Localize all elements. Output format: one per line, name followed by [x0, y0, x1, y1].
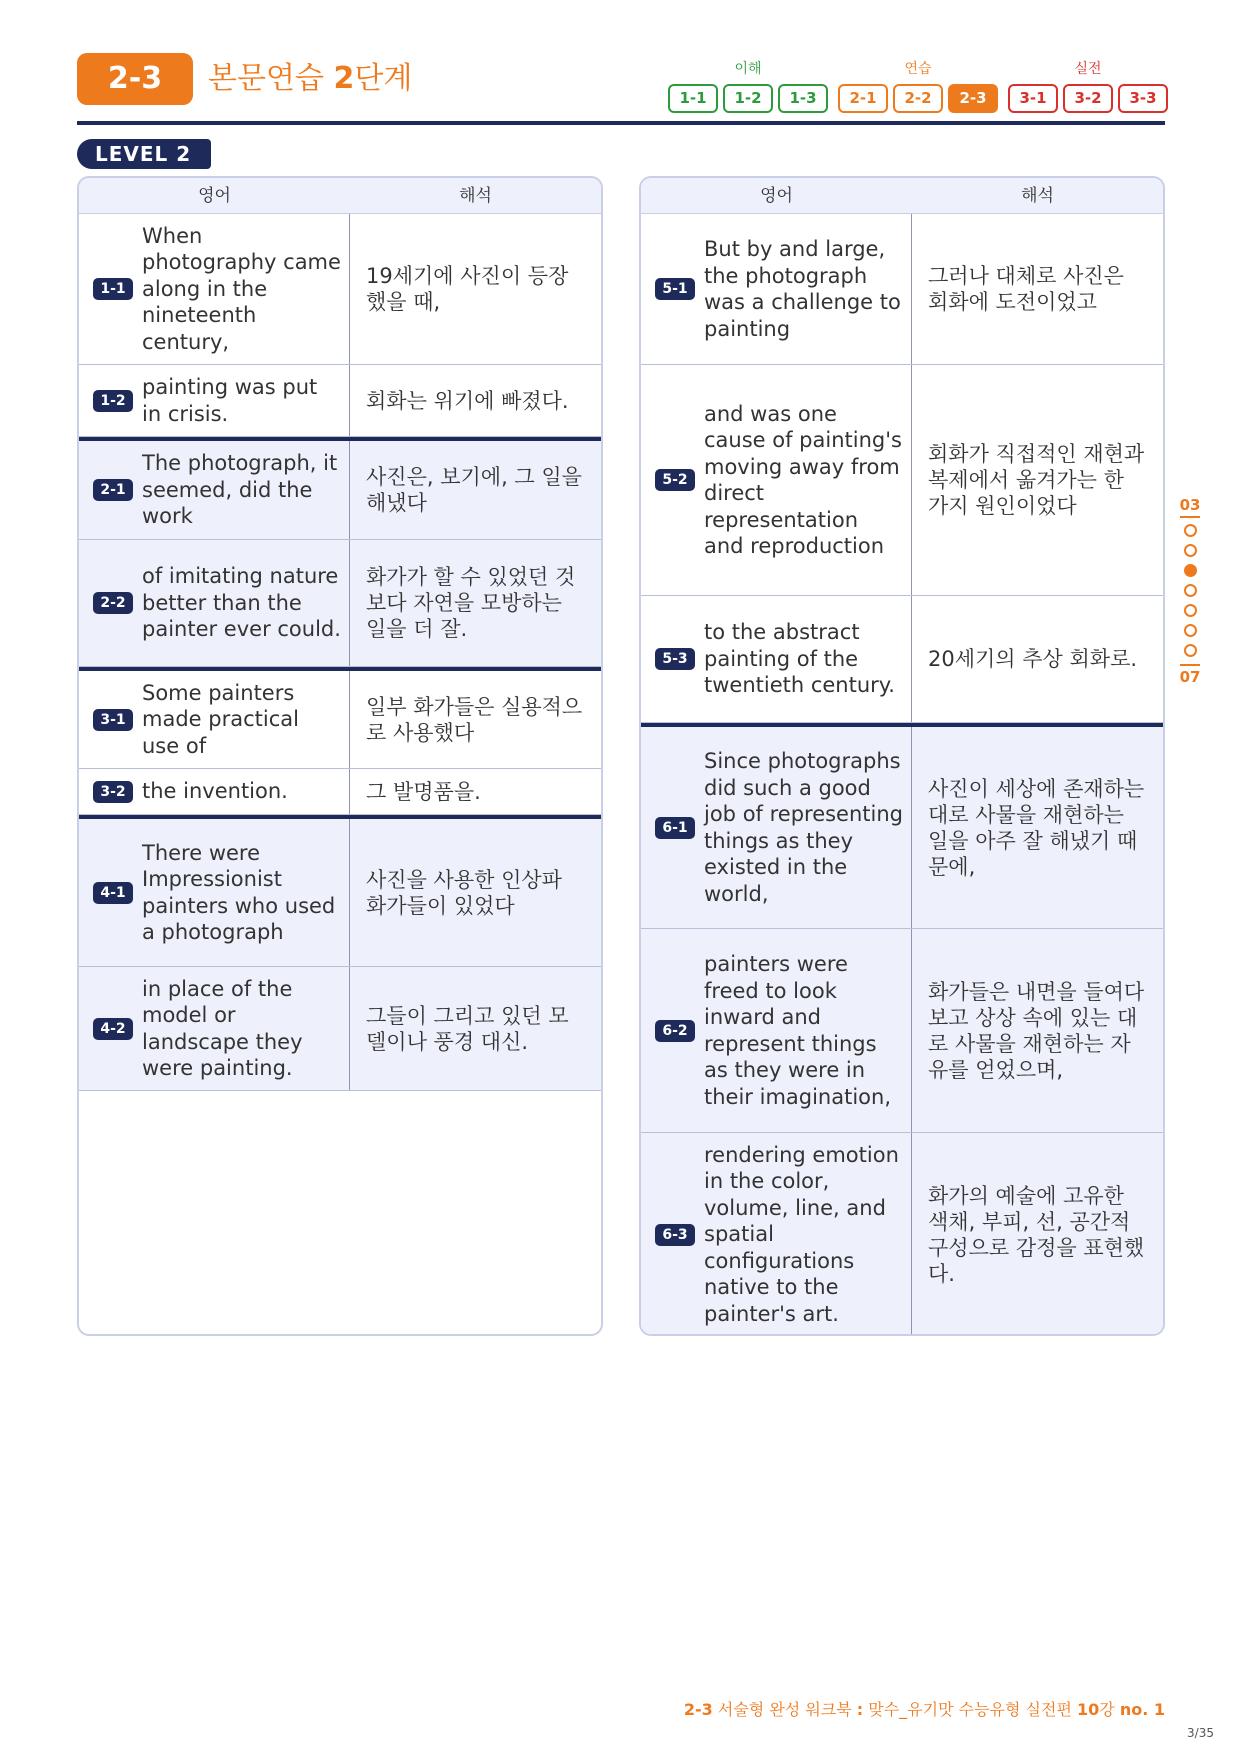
sentence-number: 5-2 — [655, 469, 695, 491]
table-row — [79, 667, 601, 769]
korean-text: 사진이 세상에 존재하는 대로 사물을 재현하는 일을 아주 잘 해냈기 때문에, — [928, 776, 1145, 879]
korean-text: 화가가 할 수 있었던 것보다 자연을 모방하는 일을 더 잘. — [366, 565, 576, 641]
footer-lesson: 10 — [1077, 1700, 1100, 1719]
footer-separator: : — [856, 1700, 864, 1719]
english-text: There were Impressionist painters who used a photograph — [142, 840, 336, 944]
table-row — [79, 815, 601, 967]
title-strong: 2 — [333, 61, 355, 96]
english-text: rendering emotion in the color, volume, line, and spatial configurations native to the painter's art. — [704, 1142, 899, 1326]
chapter-start-label: 03 — [1179, 496, 1201, 514]
sentence-number: 3-1 — [93, 709, 133, 731]
page-title — [208, 57, 412, 101]
column-header-korean: 해석 — [1021, 186, 1054, 206]
table-header — [641, 178, 1163, 214]
title-suffix: 단계 — [354, 61, 413, 96]
korean-text: 화가의 예술에 고유한 색채, 부피, 선, 공간적 구성으로 감정을 표현했다. — [928, 1183, 1145, 1286]
korean-text: 회화가 직접적인 재현과 복제에서 옮겨가는 한 가지 원인이었다 — [928, 442, 1145, 518]
table-row — [79, 214, 601, 365]
step-2-2[interactable]: 2-2 — [893, 84, 943, 113]
sentence-number: 5-1 — [655, 278, 695, 300]
table-row — [79, 967, 601, 1091]
korean-text: 회화는 위기에 빠졌다. — [366, 388, 569, 413]
header-divider — [77, 121, 1165, 125]
footer-text: 서술형 완성 워크북 — [712, 1700, 857, 1719]
page-number: 3/35 — [1187, 1726, 1214, 1740]
step-group-real — [1008, 60, 1168, 113]
column-header-english: 영어 — [760, 186, 793, 206]
english-text: Since photographs did such a good job of representing things as they existed in the world, — [704, 749, 903, 906]
step-3-3[interactable]: 3-3 — [1118, 84, 1168, 113]
english-text: to the abstract painting of the twentieth century. — [704, 620, 895, 698]
korean-text: 화가들은 내면을 들여다보고 상상 속에 있는 대로 사물을 재현하는 자유를 얻었으며, — [928, 979, 1145, 1082]
progress-dot[interactable] — [1184, 624, 1197, 637]
step-1-3[interactable]: 1-3 — [778, 84, 828, 113]
nav-divider — [1180, 664, 1200, 666]
progress-dot[interactable] — [1184, 524, 1197, 537]
table-row — [79, 437, 601, 540]
sentence-number: 6-2 — [655, 1020, 695, 1042]
progress-dot[interactable] — [1184, 584, 1197, 597]
table-row — [641, 365, 1163, 596]
step-group-label: 실전 — [1074, 61, 1102, 77]
korean-text: 사진은, 보기에, 그 일을 해냈다 — [366, 465, 582, 515]
korean-text: 그러나 대체로 사진은 회화에 도전이었고 — [928, 264, 1124, 314]
table-row — [641, 723, 1163, 929]
footer-code: 2-3 — [683, 1700, 713, 1719]
english-text: in place of the model or landscape they were painting. — [142, 976, 303, 1080]
korean-text: 19세기에 사진이 등장했을 때, — [366, 264, 569, 314]
title-prefix: 본문연습 — [208, 61, 334, 96]
korean-text: 그 발명품을. — [366, 779, 481, 804]
chapter-end-label: 07 — [1179, 668, 1201, 686]
english-text: and was one cause of painting's moving away from direct representation and reproduction — [704, 401, 902, 558]
table-row — [79, 365, 601, 437]
sentence-number: 2-1 — [93, 479, 133, 501]
step-2-1[interactable]: 2-1 — [838, 84, 888, 113]
footer-number: no. 1 — [1119, 1700, 1165, 1719]
english-text: Some painters made practical use of — [142, 680, 299, 758]
english-text: When photography came along in the nineteenth century, — [142, 223, 341, 354]
sentence-number: 1-2 — [93, 390, 133, 412]
footer-text: 맞수_유기맛 수능유형 실전편 — [863, 1700, 1078, 1719]
korean-text: 사진을 사용한 인상파 화가들이 있었다 — [366, 867, 562, 918]
progress-dot[interactable] — [1184, 544, 1197, 557]
english-text: painting was put in crisis. — [142, 375, 318, 426]
progress-dot[interactable] — [1184, 644, 1197, 657]
table-row — [641, 596, 1163, 723]
section-badge: 2-3 — [77, 53, 193, 105]
step-group-label: 연습 — [904, 61, 932, 77]
sentence-number: 3-2 — [93, 781, 133, 803]
progress-dot[interactable] — [1184, 604, 1197, 617]
left-table — [77, 176, 603, 1336]
step-2-3[interactable]: 2-3 — [948, 84, 998, 113]
english-text: of imitating nature better than the painter ever could. — [142, 564, 341, 642]
english-text: painters were freed to look inward and represent things as they were in their imagination, — [704, 952, 892, 1109]
english-text: But by and large, the photograph was a challenge to painting — [704, 237, 901, 341]
table-row — [641, 214, 1163, 365]
table-row — [641, 929, 1163, 1133]
sentence-number: 4-2 — [93, 1018, 133, 1040]
english-text: The photograph, it seemed, did the work — [142, 451, 338, 529]
table-header — [79, 178, 601, 214]
step-1-1[interactable]: 1-1 — [668, 84, 718, 113]
table-row — [79, 540, 601, 667]
progress-dot-current[interactable] — [1184, 564, 1197, 577]
sentence-number: 2-2 — [93, 592, 133, 614]
table-row — [641, 1133, 1163, 1336]
footer-caption — [684, 1697, 1165, 1720]
korean-text: 그들이 그리고 있던 모델이나 풍경 대신. — [366, 1003, 569, 1054]
column-header-english: 영어 — [198, 186, 231, 206]
english-text: the invention. — [142, 779, 288, 804]
column-header-korean: 해석 — [459, 186, 492, 206]
sentence-number: 5-3 — [655, 648, 695, 670]
chapter-progress-nav — [1175, 496, 1205, 686]
sentence-number: 6-1 — [655, 817, 695, 839]
step-group-practice — [838, 60, 998, 113]
nav-divider — [1180, 516, 1200, 518]
sentence-number: 4-1 — [93, 882, 133, 904]
korean-text: 20세기의 추상 회화로. — [928, 647, 1138, 671]
footer-text: 강 — [1099, 1700, 1120, 1719]
sentence-number: 1-1 — [93, 278, 133, 300]
korean-text: 일부 화가들은 실용적으로 사용했다 — [366, 694, 583, 745]
step-group-label: 이해 — [734, 61, 762, 77]
step-3-1[interactable]: 3-1 — [1008, 84, 1058, 113]
level-badge: LEVEL 2 — [77, 139, 211, 169]
step-group-understand — [668, 60, 828, 113]
right-table — [639, 176, 1165, 1336]
step-3-2[interactable]: 3-2 — [1063, 84, 1113, 113]
sentence-number: 6-3 — [655, 1224, 695, 1246]
table-row — [79, 769, 601, 815]
step-1-2[interactable]: 1-2 — [723, 84, 773, 113]
